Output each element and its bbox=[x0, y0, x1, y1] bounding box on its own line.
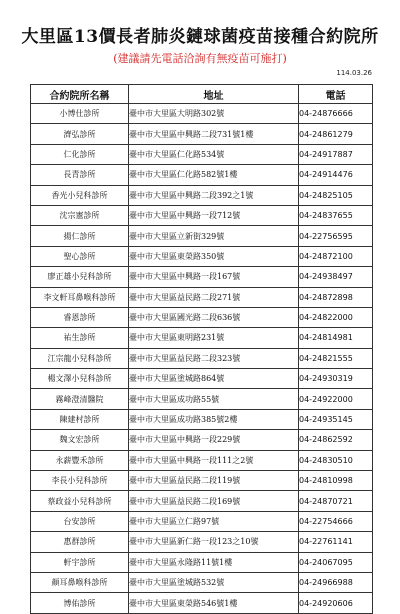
table-header-row bbox=[31, 85, 373, 104]
document-date: 114.03.26 bbox=[336, 69, 372, 77]
clinic-name-cell: 惠群診所 bbox=[31, 532, 129, 552]
clinic-address-cell: 臺中市大里區益民路二段119號 bbox=[129, 471, 299, 491]
clinic-name-cell: 聖心診所 bbox=[31, 246, 129, 266]
clinic-phone-cell: 04-24825105 bbox=[299, 185, 373, 205]
clinic-name-cell: 長青診所 bbox=[31, 165, 129, 185]
table-row bbox=[31, 144, 373, 164]
clinic-name-cell: 揚仁診所 bbox=[31, 226, 129, 246]
table-row bbox=[31, 328, 373, 348]
clinic-name-cell: 廖正雄小兒科診所 bbox=[31, 267, 129, 287]
table-row bbox=[31, 205, 373, 225]
table-row bbox=[31, 491, 373, 511]
clinic-address-cell: 臺中市大里區東明路231號 bbox=[129, 328, 299, 348]
table-row bbox=[31, 572, 373, 592]
clinic-table bbox=[30, 84, 373, 614]
clinic-phone-cell: 04-24822000 bbox=[299, 307, 373, 327]
clinic-name-cell: 顏耳鼻喉科診所 bbox=[31, 572, 129, 592]
table-row bbox=[31, 471, 373, 491]
clinic-address-cell: 臺中市大里區成功路55號 bbox=[129, 389, 299, 409]
clinic-phone-cell: 04-24830510 bbox=[299, 450, 373, 470]
clinic-address-cell: 臺中市大里區立新街329號 bbox=[129, 226, 299, 246]
clinic-address-cell: 臺中市大里區益民路二段323號 bbox=[129, 348, 299, 368]
clinic-phone-cell: 04-24876666 bbox=[299, 104, 373, 124]
table-row bbox=[31, 552, 373, 572]
clinic-phone-cell: 04-24837655 bbox=[299, 205, 373, 225]
clinic-name-cell: 香光小兒科診所 bbox=[31, 185, 129, 205]
clinic-address-cell: 臺中市大里區仁化路534號 bbox=[129, 144, 299, 164]
clinic-name-cell: 濟弘診所 bbox=[31, 124, 129, 144]
column-header-name: 合約院所名稱 bbox=[31, 85, 129, 104]
clinic-name-cell: 博佑診所 bbox=[31, 593, 129, 613]
clinic-phone-cell: 04-24861279 bbox=[299, 124, 373, 144]
clinic-address-cell: 臺中市大里區塗城路532號 bbox=[129, 572, 299, 592]
clinic-name-cell: 小博仕診所 bbox=[31, 104, 129, 124]
table-row bbox=[31, 287, 373, 307]
clinic-phone-cell: 04-24872100 bbox=[299, 246, 373, 266]
clinic-name-cell: 睿恩診所 bbox=[31, 307, 129, 327]
table-row bbox=[31, 532, 373, 552]
table-row bbox=[31, 593, 373, 613]
clinic-phone-cell: 04-24966988 bbox=[299, 572, 373, 592]
column-header-address: 地址 bbox=[129, 85, 299, 104]
clinic-phone-cell: 04-24870721 bbox=[299, 491, 373, 511]
clinic-address-cell: 臺中市大里區東榮路350號 bbox=[129, 246, 299, 266]
clinic-name-cell: 江宗龍小兒科診所 bbox=[31, 348, 129, 368]
clinic-phone-cell: 04-24872898 bbox=[299, 287, 373, 307]
clinic-phone-cell: 04-24862592 bbox=[299, 430, 373, 450]
clinic-phone-cell: 04-22761141 bbox=[299, 532, 373, 552]
clinic-address-cell: 臺中市大里區中興路一段712號 bbox=[129, 205, 299, 225]
clinic-address-cell: 臺中市大里區益民路二段271號 bbox=[129, 287, 299, 307]
column-header-phone: 電話 bbox=[299, 85, 373, 104]
clinic-name-cell: 魏文宏診所 bbox=[31, 430, 129, 450]
clinic-address-cell: 臺中市大里區中興路二段392之1號 bbox=[129, 185, 299, 205]
clinic-address-cell: 臺中市大里區立仁路97號 bbox=[129, 511, 299, 531]
clinic-address-cell: 臺中市大里區東榮路546號1樓 bbox=[129, 593, 299, 613]
clinic-phone-cell: 04-24917887 bbox=[299, 144, 373, 164]
table-row bbox=[31, 124, 373, 144]
clinic-phone-cell: 04-22756595 bbox=[299, 226, 373, 246]
clinic-table-body bbox=[31, 104, 373, 614]
clinic-name-cell: 陳建村診所 bbox=[31, 409, 129, 429]
table-row bbox=[31, 369, 373, 389]
clinic-phone-cell: 04-24920606 bbox=[299, 593, 373, 613]
table-row bbox=[31, 267, 373, 287]
clinic-phone-cell: 04-24810998 bbox=[299, 471, 373, 491]
clinic-address-cell: 臺中市大里區永隆路11號1樓 bbox=[129, 552, 299, 572]
clinic-address-cell: 臺中市大里區仁化路582號1樓 bbox=[129, 165, 299, 185]
clinic-address-cell: 臺中市大里區大明路302號 bbox=[129, 104, 299, 124]
table-row bbox=[31, 104, 373, 124]
table-row bbox=[31, 389, 373, 409]
table-row bbox=[31, 226, 373, 246]
clinic-phone-cell: 04-24935145 bbox=[299, 409, 373, 429]
clinic-name-cell: 楊文澤小兒科診所 bbox=[31, 369, 129, 389]
clinic-name-cell: 永薪豐禾診所 bbox=[31, 450, 129, 470]
table-row bbox=[31, 307, 373, 327]
clinic-address-cell: 臺中市大里區國光路二段636號 bbox=[129, 307, 299, 327]
table-row bbox=[31, 348, 373, 368]
clinic-name-cell: 仁化診所 bbox=[31, 144, 129, 164]
table-row bbox=[31, 430, 373, 450]
table-row bbox=[31, 246, 373, 266]
table-row bbox=[31, 511, 373, 531]
document-subtitle: (建議請先電話洽詢有無疫苗可施打) bbox=[113, 52, 287, 65]
table-row bbox=[31, 409, 373, 429]
clinic-phone-cell: 04-24067095 bbox=[299, 552, 373, 572]
clinic-phone-cell: 04-24814981 bbox=[299, 328, 373, 348]
clinic-phone-cell: 04-24914476 bbox=[299, 165, 373, 185]
clinic-address-cell: 臺中市大里區中興路一段167號 bbox=[129, 267, 299, 287]
clinic-name-cell: 沈宗憲診所 bbox=[31, 205, 129, 225]
clinic-phone-cell: 04-24821555 bbox=[299, 348, 373, 368]
clinic-address-cell: 臺中市大里區中興路一段229號 bbox=[129, 430, 299, 450]
clinic-name-cell: 李文軒耳鼻喉科診所 bbox=[31, 287, 129, 307]
table-row bbox=[31, 450, 373, 470]
clinic-name-cell: 軒宇診所 bbox=[31, 552, 129, 572]
clinic-address-cell: 臺中市大里區中興路二段731號1樓 bbox=[129, 124, 299, 144]
clinic-address-cell: 臺中市大里區成功路385號2樓 bbox=[129, 409, 299, 429]
clinic-name-cell: 祐生診所 bbox=[31, 328, 129, 348]
clinic-address-cell: 臺中市大里區中興路一段111之2號 bbox=[129, 450, 299, 470]
clinic-address-cell: 臺中市大里區益民路二段169號 bbox=[129, 491, 299, 511]
clinic-address-cell: 臺中市大里區新仁路一段123之10號 bbox=[129, 532, 299, 552]
clinic-phone-cell: 04-24922000 bbox=[299, 389, 373, 409]
clinic-name-cell: 霧峰澄清醫院 bbox=[31, 389, 129, 409]
table-row bbox=[31, 185, 373, 205]
clinic-address-cell: 臺中市大里區塗城路864號 bbox=[129, 369, 299, 389]
clinic-name-cell: 李長小兒科診所 bbox=[31, 471, 129, 491]
clinic-name-cell: 蔡政益小兒科診所 bbox=[31, 491, 129, 511]
clinic-phone-cell: 04-24930319 bbox=[299, 369, 373, 389]
document-title: 大里區13價長者肺炎鏈球菌疫苗接種合約院所 bbox=[21, 27, 379, 47]
clinic-phone-cell: 04-22754666 bbox=[299, 511, 373, 531]
clinic-phone-cell: 04-24938497 bbox=[299, 267, 373, 287]
clinic-name-cell: 台安診所 bbox=[31, 511, 129, 531]
table-row bbox=[31, 165, 373, 185]
